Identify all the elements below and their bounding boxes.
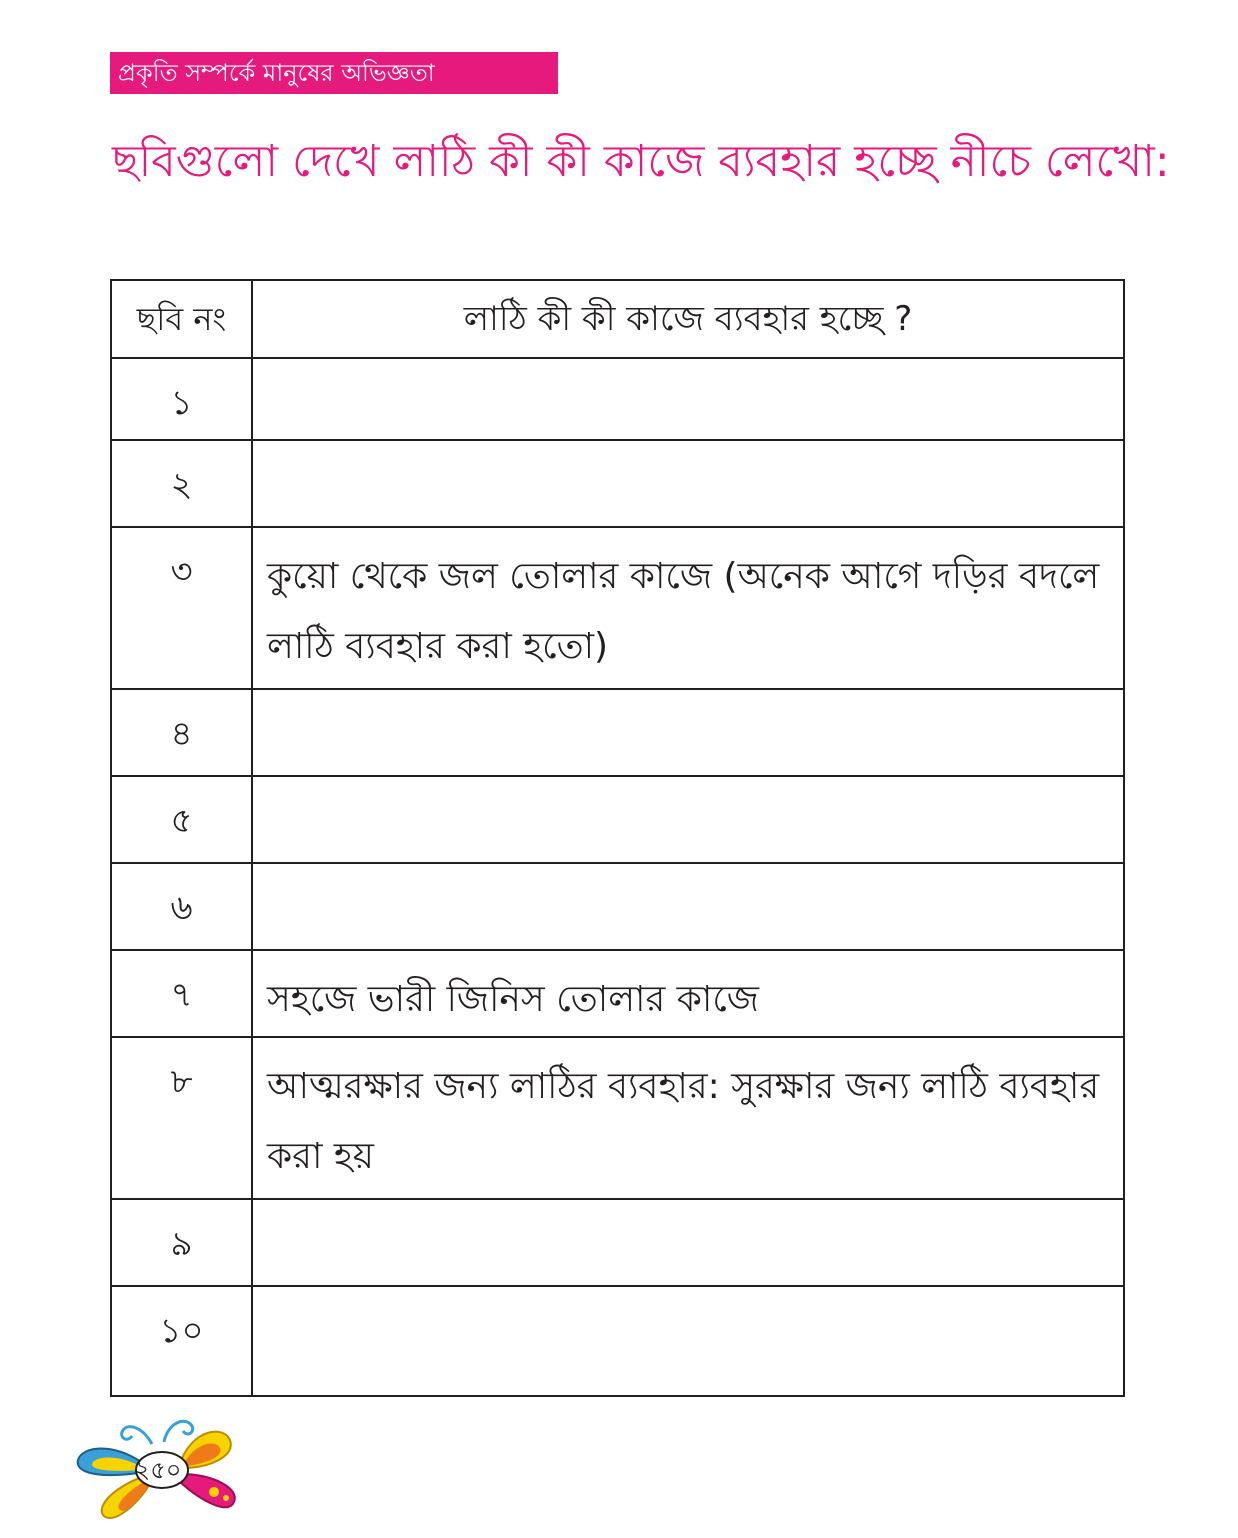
- row-answer[interactable]: [252, 1286, 1124, 1396]
- instruction-heading: ছবিগুলো দেখে লাঠি কী কী কাজে ব্যবহার হচ্ছে নীচে লেখো:: [112, 136, 1170, 187]
- answer-table: [110, 279, 1125, 1397]
- table-row: [111, 1037, 1124, 1199]
- row-answer[interactable]: সহজে ভারী জিনিস তোলার কাজে: [252, 950, 1124, 1037]
- row-number: ৭: [111, 950, 252, 1037]
- row-number: ১: [111, 358, 252, 440]
- table-row: [111, 1199, 1124, 1286]
- row-number: ৪: [111, 689, 252, 776]
- row-number: ৩: [111, 527, 252, 689]
- table-header-row: [111, 280, 1124, 358]
- row-answer[interactable]: [252, 358, 1124, 440]
- table-row: [111, 776, 1124, 863]
- row-answer[interactable]: [252, 689, 1124, 776]
- header-use: লাঠি কী কী কাজে ব্যবহার হচ্ছে ?: [252, 280, 1124, 358]
- row-answer[interactable]: কুয়ো থেকে জল তোলার কাজে (অনেক আগে দড়ির বদলে লাঠি ব্যবহার করা হতো): [252, 527, 1124, 689]
- table-row: [111, 950, 1124, 1037]
- row-answer[interactable]: [252, 863, 1124, 950]
- row-number: ১০: [111, 1286, 252, 1396]
- row-number: ৮: [111, 1037, 252, 1199]
- row-number: ৯: [111, 1199, 252, 1286]
- table-row: [111, 689, 1124, 776]
- row-number: ৫: [111, 776, 252, 863]
- row-number: ২: [111, 440, 252, 527]
- page-number: ২৫০: [134, 1456, 182, 1484]
- row-number: ৬: [111, 863, 252, 950]
- table-row: [111, 527, 1124, 689]
- table-row: [111, 863, 1124, 950]
- header-number: ছবি নং: [111, 280, 252, 358]
- table-row: [111, 440, 1124, 527]
- row-answer[interactable]: [252, 776, 1124, 863]
- row-answer[interactable]: [252, 1199, 1124, 1286]
- table-row: [111, 1286, 1124, 1396]
- section-tag: প্রকৃতি সম্পর্কে মানুষের অভিজ্ঞতা: [110, 52, 558, 94]
- row-answer[interactable]: [252, 440, 1124, 527]
- table-row: [111, 358, 1124, 440]
- row-answer[interactable]: আত্মরক্ষার জন্য লাঠির ব্যবহার: সুরক্ষার জন্য লাঠি ব্যবহার করা হয়: [252, 1037, 1124, 1199]
